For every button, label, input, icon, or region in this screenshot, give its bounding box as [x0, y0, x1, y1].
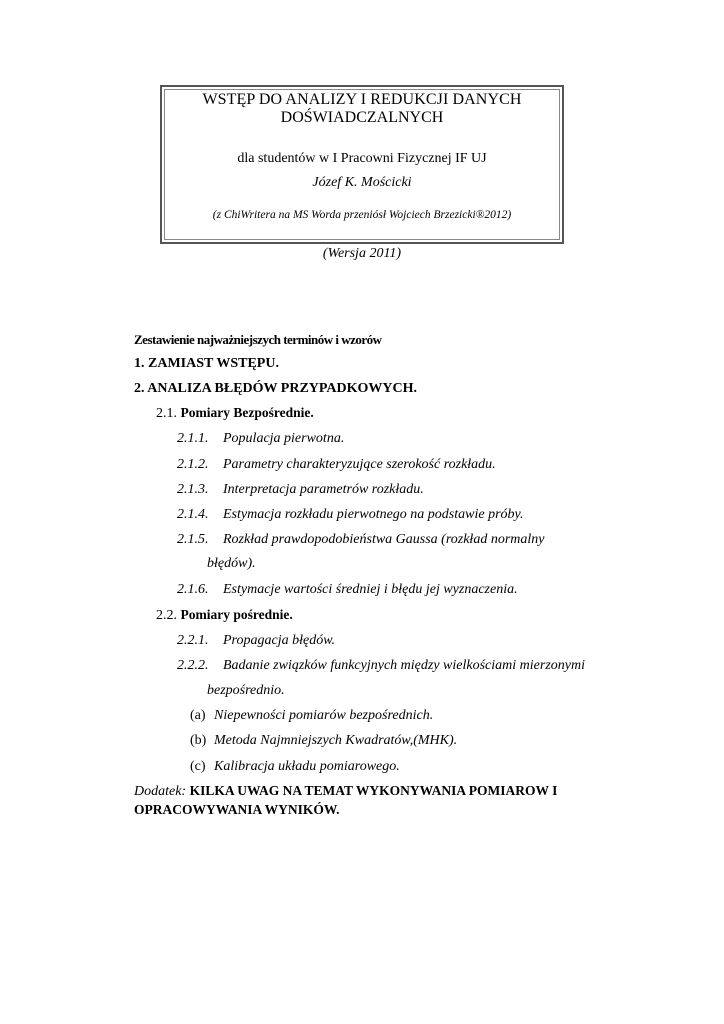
author-name: Józef K. Mościcki — [312, 175, 412, 190]
toc-section-2-1 — [156, 405, 314, 422]
toc-title: Populacja pierwotna. — [223, 431, 345, 446]
document-title-line2: DOŚWIADCZALNYCH — [280, 109, 444, 126]
toc-number: 2.1.5. — [177, 532, 209, 547]
toc-title: Propagacja błędów. — [223, 633, 335, 648]
toc-number: 2.2.2. — [177, 658, 209, 673]
toc-item-title: Metoda Najmniejszych Kwadratów,(MHK). — [214, 733, 458, 748]
toc-item-title: Kalibracja układu pomiarowego. — [214, 759, 400, 774]
toc-title: Estymacja rozkładu pierwotnego na podstawie próby. — [223, 507, 524, 522]
toc-section-2-1-4 — [177, 507, 523, 523]
toc-section-2-2-2 — [177, 658, 585, 674]
document-title-line1: WSTĘP DO ANALIZY I REDUKCJI DANYCH — [202, 91, 522, 108]
toc-number: 2.2.1. — [177, 633, 209, 648]
toc-item-label: (c) — [190, 759, 206, 774]
toc-number: 2.2. — [156, 608, 181, 623]
toc-heading: Zestawienie najważniejszych terminów i wzorów — [134, 332, 382, 347]
toc-number: 2.1.2. — [177, 457, 209, 472]
toc-section-2-2 — [156, 607, 293, 624]
toc-title: Rozkład prawdopodobieństwa Gaussa (rozkład normalny — [223, 532, 545, 547]
toc-number: 2.1. — [156, 406, 181, 421]
toc-number: 2.1.3. — [177, 482, 209, 497]
toc-section-2-1-2 — [177, 457, 496, 473]
toc-number: 2.1.4. — [177, 507, 209, 522]
toc-section-2-2-1 — [177, 633, 335, 649]
toc-section-2-1-5 — [177, 532, 544, 548]
toc-item-b — [190, 733, 457, 749]
toc-section-1: 1. ZAMIAST WSTĘPU. — [134, 356, 279, 371]
version-label: (Wersja 2011) — [322, 246, 402, 261]
toc-title: Pomiary pośrednie. — [180, 607, 293, 622]
toc-item-c — [190, 759, 400, 775]
toc-title: Pomiary Bezpośrednie. — [180, 405, 314, 420]
title-box — [160, 85, 564, 244]
appendix-title-line2: OPRACOWYWANIA WYNIKÓW. — [134, 802, 340, 817]
toc-appendix — [134, 783, 557, 800]
toc-section-2-1-1 — [177, 431, 344, 447]
toc-item-title: Niepewności pomiarów bezpośrednich. — [214, 708, 434, 723]
toc-section-2-1-5-continued: błędów). — [207, 556, 256, 571]
toc-number: 2.1.6. — [177, 582, 209, 597]
toc-item-label: (a) — [190, 708, 206, 723]
document-subtitle: dla studentów w I Pracowni Fizycznej IF UJ — [237, 151, 487, 166]
appendix-prefix: Dodatek: — [134, 784, 190, 799]
toc-title: Parametry charakteryzujące szerokość rozkładu. — [223, 457, 496, 472]
toc-number: 2.1.1. — [177, 431, 209, 446]
toc-section-2: 2. ANALIZA BŁĘDÓW PRZYPADKOWYCH. — [134, 381, 418, 396]
toc-section-2-2-2-continued: bezpośrednio. — [207, 683, 285, 698]
toc-section-2-1-6 — [177, 582, 518, 598]
toc-item-label: (b) — [190, 733, 207, 748]
toc-title: Interpretacja parametrów rozkładu. — [223, 482, 424, 497]
toc-title: Estymacje wartości średniej i błędu jej wyznaczenia. — [223, 582, 518, 597]
toc-item-a — [190, 708, 433, 724]
toc-section-2-1-3 — [177, 482, 424, 498]
toc-appendix-continued — [134, 802, 340, 819]
conversion-note: (z ChiWritera na MS Worda przeniósł Wojciech Brzezicki®2012) — [212, 209, 512, 221]
appendix-title-line1: KILKA UWAG NA TEMAT WYKONYWANIA POMIAROW I — [189, 783, 558, 798]
toc-title: Badanie związków funkcyjnych między wielkościami mierzonymi — [223, 658, 585, 673]
